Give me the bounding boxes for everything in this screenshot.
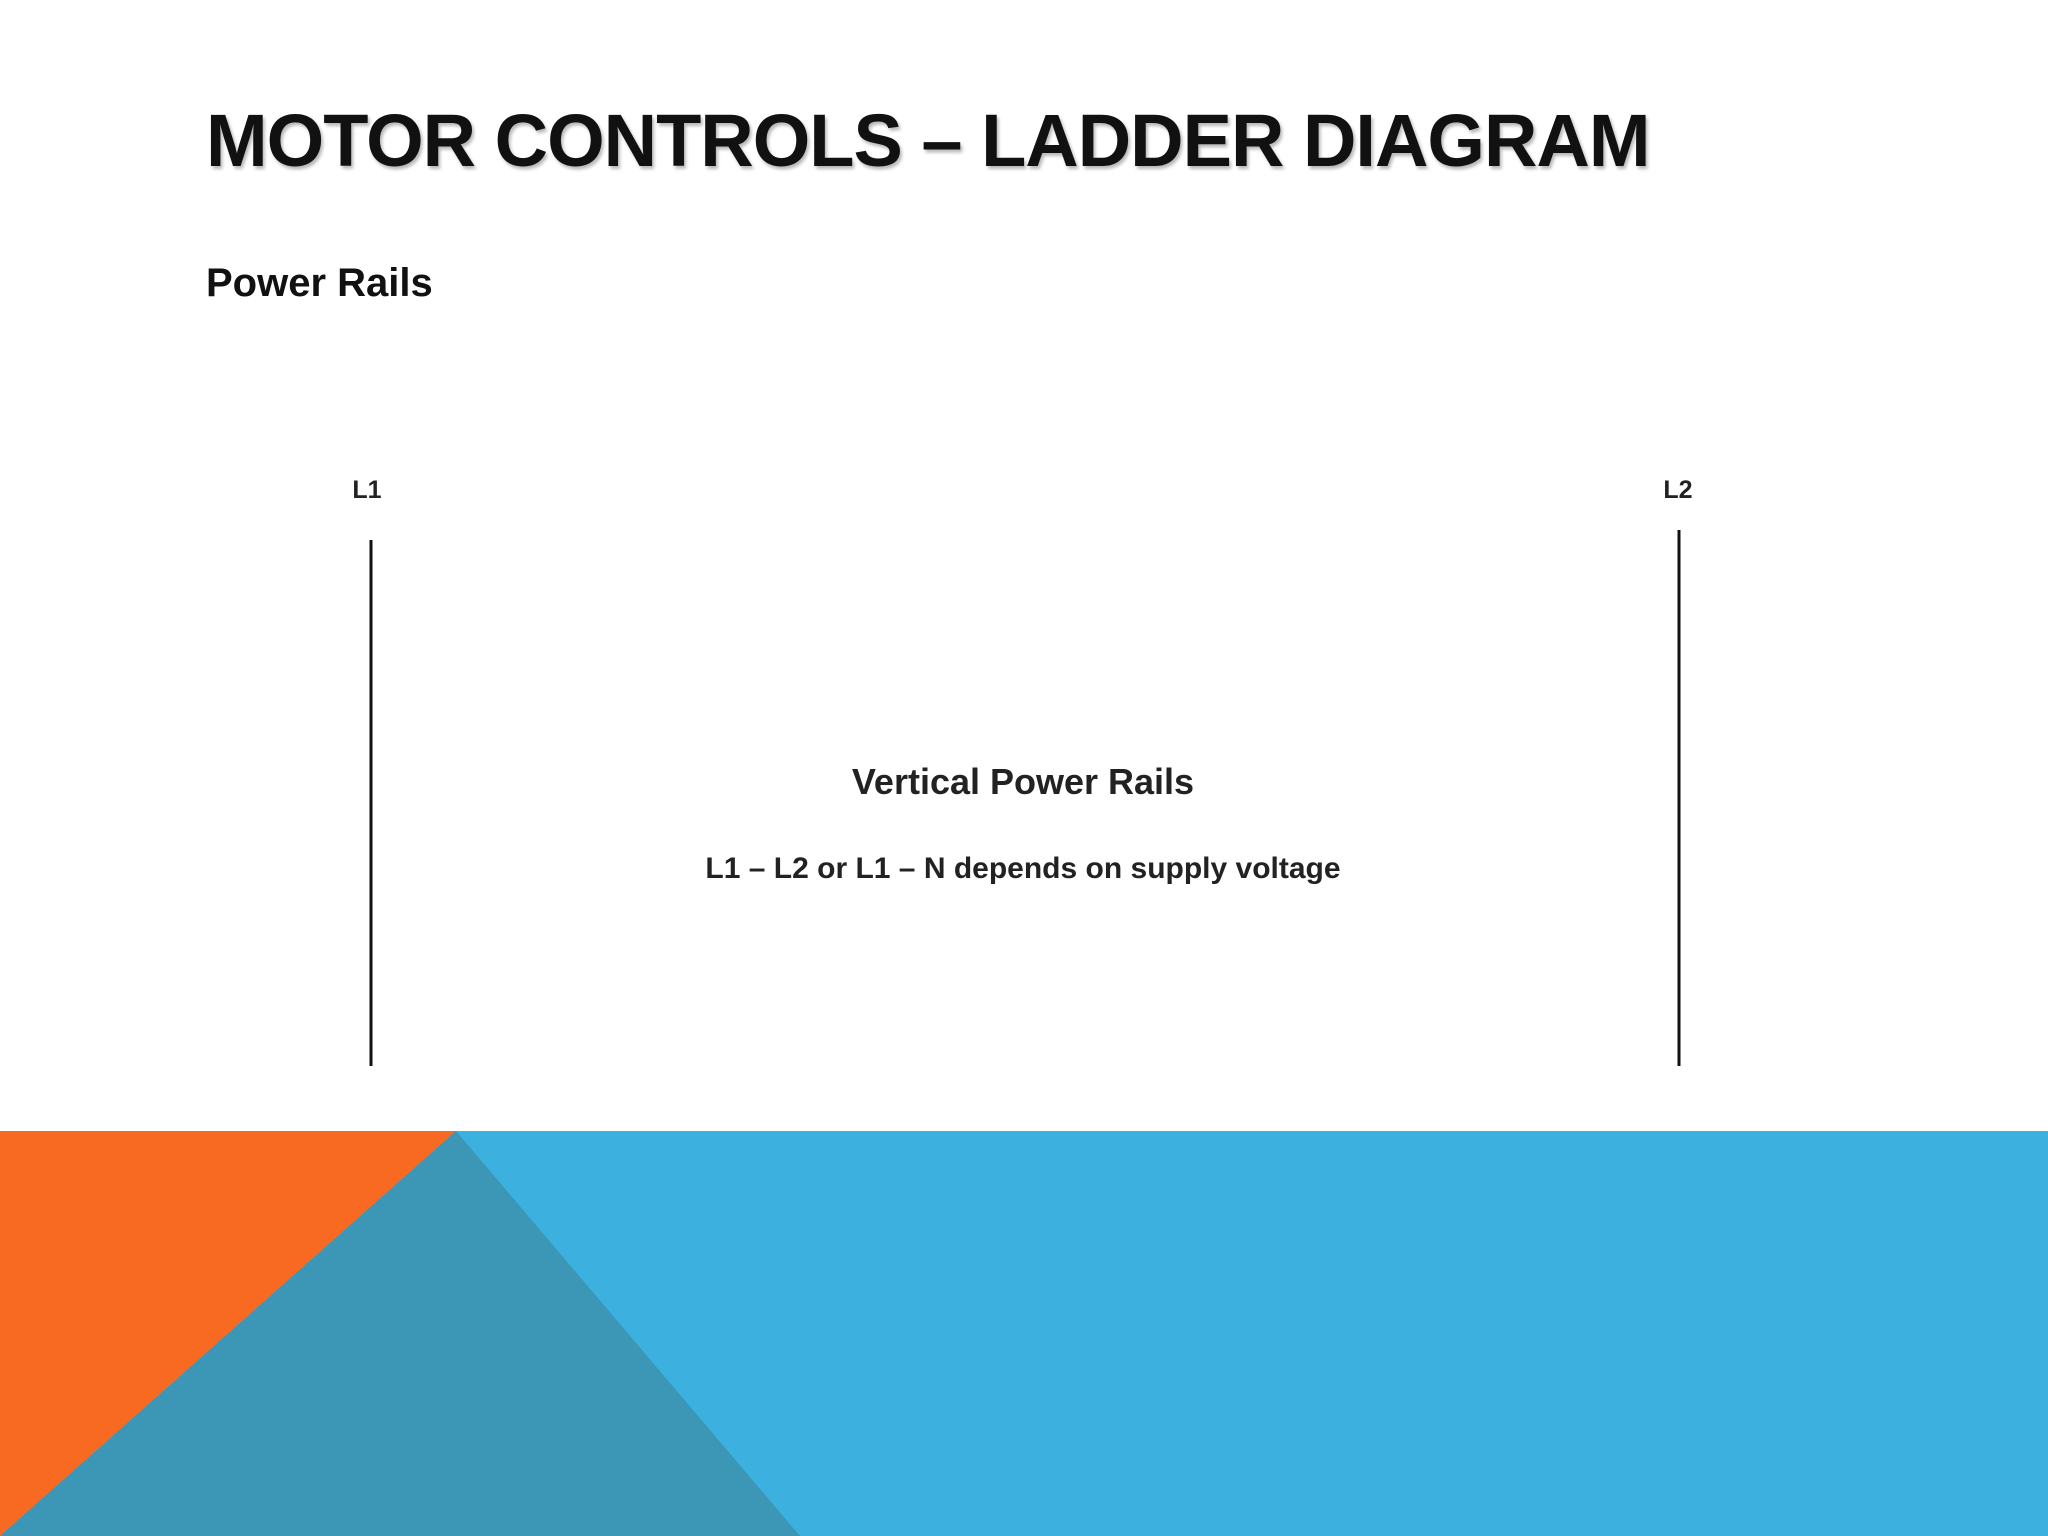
slide-title: MOTOR CONTROLS – LADDER DIAGRAM [206,99,1650,182]
diagram-caption-title: Vertical Power Rails [851,761,1195,802]
slide-subtitle: Power Rails [206,261,433,305]
rail-label-l1: L1 [352,476,382,504]
rail-label-l2: L2 [1663,476,1693,504]
diagram-caption-text: L1 – L2 or L1 – N depends on supply voltage [705,852,1341,885]
